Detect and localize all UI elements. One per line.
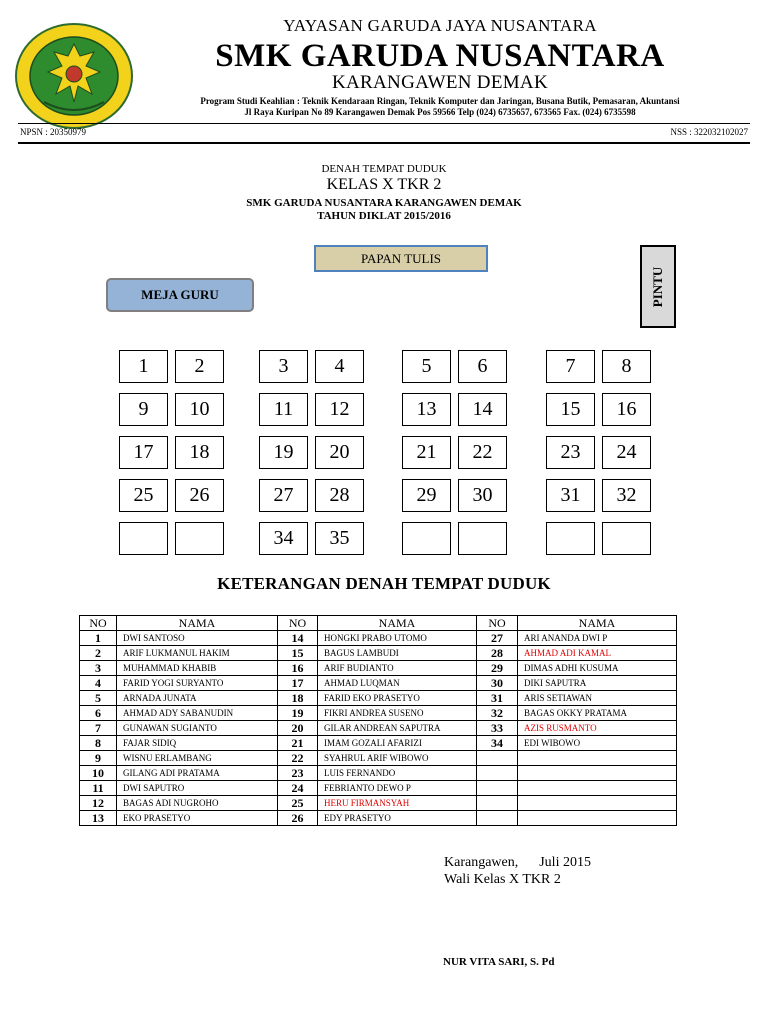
student-number-cell: 1 bbox=[80, 631, 117, 646]
student-name-cell: AHMAD LUQMAN bbox=[318, 676, 477, 691]
school-name: SMK GARUDA NUSANTARA bbox=[215, 38, 665, 74]
student-number-cell: 16 bbox=[278, 661, 318, 676]
table-row bbox=[80, 646, 677, 661]
table-row bbox=[80, 811, 677, 826]
table-row bbox=[80, 751, 677, 766]
seat-box: 11 bbox=[259, 393, 308, 426]
study-programs: Program Studi Keahlian : Teknik Kendaraan Ringan, Teknik Komputer dan Jaringan, Busana Butik, Pemasaran, Akuntansi bbox=[200, 96, 680, 106]
table-row bbox=[80, 796, 677, 811]
table-row bbox=[80, 691, 677, 706]
door-label: PINTU bbox=[650, 266, 665, 307]
seat-box: 23 bbox=[546, 436, 595, 469]
student-number-cell: 8 bbox=[80, 736, 117, 751]
seat-box: 27 bbox=[259, 479, 308, 512]
seat-box: 21 bbox=[402, 436, 451, 469]
student-number-cell: 29 bbox=[477, 661, 518, 676]
seat-box: 10 bbox=[175, 393, 224, 426]
student-number-cell: 34 bbox=[477, 736, 518, 751]
seat-box: 31 bbox=[546, 479, 595, 512]
student-name-cell: GUNAWAN SUGIANTO bbox=[117, 721, 278, 736]
seat-box: 7 bbox=[546, 350, 595, 383]
table-row bbox=[80, 676, 677, 691]
student-name-cell: BAGUS LAMBUDI bbox=[318, 646, 477, 661]
student-number-cell: 20 bbox=[278, 721, 318, 736]
student-name-cell: EKO PRASETYO bbox=[117, 811, 278, 826]
seat-box bbox=[402, 522, 451, 555]
student-number-cell: 3 bbox=[80, 661, 117, 676]
student-number-cell bbox=[477, 766, 518, 781]
signature-place-date: Karangawen, Juli 2015 bbox=[444, 855, 591, 870]
student-number-cell: 27 bbox=[477, 631, 518, 646]
student-number-cell: 10 bbox=[80, 766, 117, 781]
seat-box: 29 bbox=[402, 479, 451, 512]
student-name-cell: GILAR ANDREAN SAPUTRA bbox=[318, 721, 477, 736]
col-header-no: NO bbox=[80, 616, 117, 631]
student-name-cell: ARIS SETIAWAN bbox=[518, 691, 677, 706]
student-number-cell: 28 bbox=[477, 646, 518, 661]
school-subtitle: SMK GARUDA NUSANTARA KARANGAWEN DEMAK bbox=[246, 197, 522, 209]
student-number-cell: 12 bbox=[80, 796, 117, 811]
student-number-cell: 18 bbox=[278, 691, 318, 706]
seat-box: 32 bbox=[602, 479, 651, 512]
student-name-cell: DIMAS ADHI KUSUMA bbox=[518, 661, 677, 676]
student-number-cell: 14 bbox=[278, 631, 318, 646]
seat-box bbox=[602, 522, 651, 555]
student-name-cell: EDI WIBOWO bbox=[518, 736, 677, 751]
table-row bbox=[80, 721, 677, 736]
student-number-cell bbox=[477, 796, 518, 811]
col-header-no: NO bbox=[477, 616, 518, 631]
seat-box: 2 bbox=[175, 350, 224, 383]
student-number-cell: 7 bbox=[80, 721, 117, 736]
student-number-cell bbox=[477, 811, 518, 826]
seat-box: 15 bbox=[546, 393, 595, 426]
seat-box: 26 bbox=[175, 479, 224, 512]
signature-role: Wali Kelas X TKR 2 bbox=[444, 872, 561, 887]
seat-box: 28 bbox=[315, 479, 364, 512]
student-name-cell: WISNU ERLAMBANG bbox=[117, 751, 278, 766]
student-number-cell: 31 bbox=[477, 691, 518, 706]
seat-box: 20 bbox=[315, 436, 364, 469]
school-address: Jl Raya Kuripan No 89 Karangawen Demak Pos 59566 Telp (024) 6735657, 673565 Fax. (024) 6735598 bbox=[244, 107, 636, 117]
seat-box: 9 bbox=[119, 393, 168, 426]
npsn-number: NPSN : 20350979 bbox=[20, 127, 87, 137]
seat-box: 35 bbox=[315, 522, 364, 555]
student-name-cell bbox=[518, 751, 677, 766]
student-number-cell: 23 bbox=[278, 766, 318, 781]
seat-box: 3 bbox=[259, 350, 308, 383]
student-name-cell: EDY PRASETYO bbox=[318, 811, 477, 826]
student-name-cell: IMAM GOZALI AFARIZI bbox=[318, 736, 477, 751]
student-name-cell bbox=[518, 796, 677, 811]
seat-box: 4 bbox=[315, 350, 364, 383]
student-number-cell: 22 bbox=[278, 751, 318, 766]
table-row bbox=[80, 736, 677, 751]
student-number-cell: 6 bbox=[80, 706, 117, 721]
student-name-cell: DIKI SAPUTRA bbox=[518, 676, 677, 691]
student-number-cell: 13 bbox=[80, 811, 117, 826]
student-number-cell: 30 bbox=[477, 676, 518, 691]
student-name-cell: ARNADA JUNATA bbox=[117, 691, 278, 706]
student-name-cell bbox=[518, 811, 677, 826]
seat-box: 6 bbox=[458, 350, 507, 383]
seat-box: 5 bbox=[402, 350, 451, 383]
col-header-name: NAMA bbox=[117, 616, 278, 631]
seat-box: 1 bbox=[119, 350, 168, 383]
student-number-cell: 17 bbox=[278, 676, 318, 691]
school-logo bbox=[14, 22, 134, 130]
doc-title: DENAH TEMPAT DUDUK bbox=[321, 163, 447, 175]
student-name-cell: FAJAR SIDIQ bbox=[117, 736, 278, 751]
table-row bbox=[80, 631, 677, 646]
student-name-cell: FIKRI ANDREA SUSENO bbox=[318, 706, 477, 721]
student-name-cell: DWI SANTOSO bbox=[117, 631, 278, 646]
student-name-cell: BAGAS OKKY PRATAMA bbox=[518, 706, 677, 721]
school-city: KARANGAWEN DEMAK bbox=[332, 72, 548, 93]
teacher-desk-box: MEJA GURU bbox=[106, 278, 254, 312]
seat-box: 8 bbox=[602, 350, 651, 383]
header-divider-bottom bbox=[18, 142, 750, 144]
seat-box: 34 bbox=[259, 522, 308, 555]
student-name-cell: FEBRIANTO DEWO P bbox=[318, 781, 477, 796]
student-name-cell: SYAHRUL ARIF WIBOWO bbox=[318, 751, 477, 766]
seat-box bbox=[458, 522, 507, 555]
whiteboard-box: PAPAN TULIS bbox=[314, 245, 488, 272]
student-number-cell: 11 bbox=[80, 781, 117, 796]
student-number-cell: 26 bbox=[278, 811, 318, 826]
table-row bbox=[80, 766, 677, 781]
student-number-cell: 21 bbox=[278, 736, 318, 751]
table-header-row bbox=[80, 616, 677, 631]
col-header-no: NO bbox=[278, 616, 318, 631]
seat-box: 16 bbox=[602, 393, 651, 426]
seat-box bbox=[175, 522, 224, 555]
seat-box: 13 bbox=[402, 393, 451, 426]
student-name-cell: AHMAD ADY SABANUDIN bbox=[117, 706, 278, 721]
table-row bbox=[80, 781, 677, 796]
seat-box bbox=[119, 522, 168, 555]
seat-box: 24 bbox=[602, 436, 651, 469]
student-name-cell: GILANG ADI PRATAMA bbox=[117, 766, 278, 781]
student-number-cell: 4 bbox=[80, 676, 117, 691]
seat-box: 25 bbox=[119, 479, 168, 512]
academic-year: TAHUN DIKLAT 2015/2016 bbox=[317, 210, 451, 222]
student-name-cell: DWI SAPUTRO bbox=[117, 781, 278, 796]
seat-box: 17 bbox=[119, 436, 168, 469]
seat-box: 18 bbox=[175, 436, 224, 469]
student-name-cell: MUHAMMAD KHABIB bbox=[117, 661, 278, 676]
seat-box: 14 bbox=[458, 393, 507, 426]
student-name-cell: AZIS RUSMANTO bbox=[518, 721, 677, 736]
student-name-cell: ARIF BUDIANTO bbox=[318, 661, 477, 676]
student-number-cell bbox=[477, 751, 518, 766]
student-name-cell: BAGAS ADI NUGROHO bbox=[117, 796, 278, 811]
student-number-cell: 2 bbox=[80, 646, 117, 661]
seat-box bbox=[546, 522, 595, 555]
signature-name: NUR VITA SARI, S. Pd bbox=[443, 956, 555, 968]
student-name-cell: AHMAD ADI KAMAL bbox=[518, 646, 677, 661]
student-number-cell: 25 bbox=[278, 796, 318, 811]
door-box bbox=[640, 245, 676, 328]
student-name-cell: ARIF LUKMANUL HAKIM bbox=[117, 646, 278, 661]
foundation-name: YAYASAN GARUDA JAYA NUSANTARA bbox=[283, 16, 597, 35]
student-number-cell: 9 bbox=[80, 751, 117, 766]
student-number-cell: 19 bbox=[278, 706, 318, 721]
seat-box: 12 bbox=[315, 393, 364, 426]
col-header-name: NAMA bbox=[318, 616, 477, 631]
seat-box: 30 bbox=[458, 479, 507, 512]
table-row bbox=[80, 661, 677, 676]
student-name-cell: ARI ANANDA DWI P bbox=[518, 631, 677, 646]
student-number-cell: 24 bbox=[278, 781, 318, 796]
seat-box: 22 bbox=[458, 436, 507, 469]
student-name-cell: LUIS FERNANDO bbox=[318, 766, 477, 781]
legend-title: KETERANGAN DENAH TEMPAT DUDUK bbox=[217, 574, 551, 593]
student-name-cell bbox=[518, 781, 677, 796]
student-name-cell: FARID YOGI SURYANTO bbox=[117, 676, 278, 691]
nss-number: NSS : 322032102027 bbox=[670, 127, 748, 137]
student-number-cell: 32 bbox=[477, 706, 518, 721]
student-list-table bbox=[79, 615, 677, 826]
student-name-cell: HONGKI PRABO UTOMO bbox=[318, 631, 477, 646]
table-row bbox=[80, 706, 677, 721]
student-number-cell: 5 bbox=[80, 691, 117, 706]
class-title: KELAS X TKR 2 bbox=[326, 176, 442, 193]
student-name-cell bbox=[518, 766, 677, 781]
student-name-cell: HERU FIRMANSYAH bbox=[318, 796, 477, 811]
student-name-cell: FARID EKO PRASETYO bbox=[318, 691, 477, 706]
student-number-cell: 15 bbox=[278, 646, 318, 661]
col-header-name: NAMA bbox=[518, 616, 677, 631]
seat-box: 19 bbox=[259, 436, 308, 469]
student-number-cell: 33 bbox=[477, 721, 518, 736]
student-number-cell bbox=[477, 781, 518, 796]
header-divider bbox=[18, 123, 750, 124]
